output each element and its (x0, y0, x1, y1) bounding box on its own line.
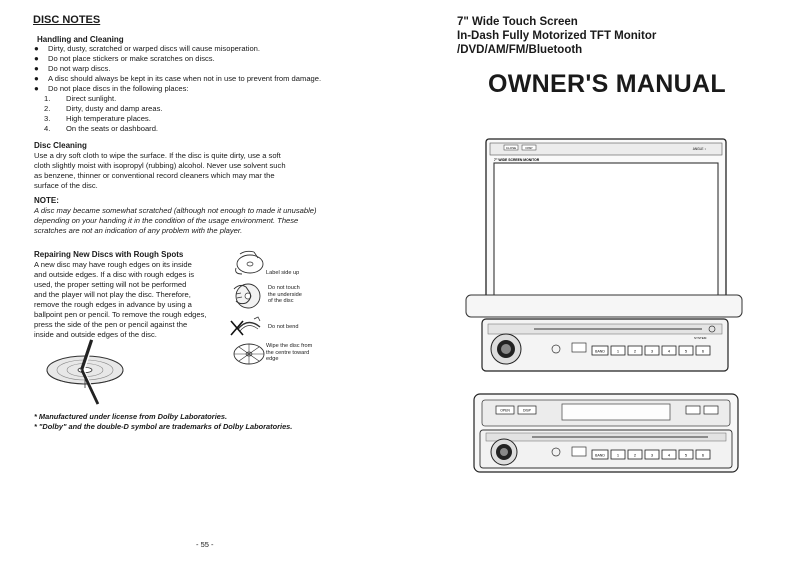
handling-heading: Handling and Cleaning (37, 35, 124, 44)
disc-pen-illustration (30, 338, 140, 408)
text-line: A new disc may have rough edges on its inside (34, 260, 192, 269)
svg-text:BAND: BAND (595, 349, 605, 354)
svg-text:5: 5 (684, 452, 688, 458)
wipe-text: Wipe the disc from the centre toward edge (266, 343, 313, 362)
device-closed-illustration (472, 392, 742, 476)
label-side-diagram (232, 250, 268, 276)
no-bend-text: Do not bend (268, 324, 299, 330)
angle-label: ANGLE ↕ (692, 147, 706, 151)
note-heading: NOTE: (34, 196, 59, 205)
text-line: as benzene, thinner or conventional record cleaners which may mar the (34, 171, 275, 180)
text-line: ballpoint pen or pencil. To remove the rough edges, (34, 310, 207, 319)
bottom-button-disp: DISP (523, 408, 531, 413)
list-item: 4. On the seats or dashboard. (44, 124, 159, 133)
heading-line: /DVD/AM/FM/Bluetooth (457, 44, 583, 56)
right-page (404, 0, 808, 564)
list-item: 3. High temperature places. (44, 114, 151, 123)
heading-line: 7" Wide Touch Screen (457, 16, 578, 28)
bullet-item: ● Do not place stickers or make scratches on discs. (34, 54, 379, 64)
label-side-text: Label side up (266, 270, 300, 276)
repair-section (34, 250, 207, 340)
bullet-item: ● Do not warp discs. (34, 64, 379, 74)
text-line: remove the rough edges in advance by using a (34, 300, 192, 309)
brand-strip: 7" WIDE SCREEN MONITOR (494, 158, 540, 162)
text-line: press the side of the pen or pencil against the (34, 320, 188, 329)
disc-cleaning-heading: Disc Cleaning (34, 141, 87, 150)
svg-text:1: 1 (616, 452, 620, 458)
svg-text:6: 6 (701, 452, 705, 458)
bottom-button-open: OPEN (500, 408, 510, 413)
footnote: * "Dolby" and the double-D symbol are trademarks of Dolby Laboratories. (34, 422, 293, 431)
no-touch-diagram (230, 281, 266, 311)
section-title: DISC NOTES (33, 14, 101, 26)
list-item: 1. Direct sunlight. (44, 94, 117, 103)
system-label: SYSTEM (694, 336, 707, 340)
svg-text:1: 1 (616, 348, 620, 354)
wipe-diagram (232, 341, 266, 367)
repair-heading: Repairing New Discs with Rough Spots (34, 250, 184, 259)
text-line: and the player will not play the disc. Therefore, (34, 290, 191, 299)
svg-text:3: 3 (650, 452, 654, 458)
svg-text:5: 5 (684, 348, 688, 354)
svg-text:4: 4 (667, 452, 671, 458)
svg-text:BAND: BAND (595, 453, 605, 458)
page-number: - 55 - (196, 540, 214, 549)
footnotes (34, 412, 292, 432)
places-list (44, 94, 163, 134)
top-button-close: CLOSE (505, 146, 517, 150)
device-extended-illustration (464, 135, 744, 375)
bullet-item: ● Dirty, dusty, scratched or warped discs will cause misoperation. (34, 44, 379, 54)
svg-text:4: 4 (667, 348, 671, 354)
disc-cleaning-section (34, 141, 286, 191)
text-line: Use a dry soft cloth to wipe the surface. If the disc is quite dirty, use a soft (34, 151, 281, 160)
svg-text:2: 2 (633, 348, 637, 354)
no-bend-diagram (228, 313, 268, 339)
text-line: surface of the disc. (34, 181, 98, 190)
text-line: depending on your handing it in the condition of the usage environment. These (34, 216, 299, 225)
text-line: inside and outside edges of the disc. (34, 330, 157, 339)
text-line: used, the proper setting will not be performed (34, 280, 187, 289)
heading-line: In-Dash Fully Motorized TFT Monitor (457, 30, 657, 42)
bullet-item: ● A disc should always be kept in its case when not in use to prevent from damage. (34, 74, 379, 84)
no-touch-text: Do not touch the underside of the disc (268, 285, 302, 304)
svg-text:2: 2 (633, 452, 637, 458)
handling-bullets (34, 44, 379, 94)
list-item: 2. Dirty, dusty and damp areas. (44, 104, 163, 113)
product-heading (457, 15, 656, 57)
text-line: and outside edges. If a disc with rough edges is (34, 270, 194, 279)
svg-text:3: 3 (650, 348, 654, 354)
footnote: * Manufactured under license from Dolby Laboratories. (34, 412, 228, 421)
bullet-item: ● Do not place discs in the following places: (34, 84, 379, 94)
text-line: scratches are not an indication of any problem with the player. (34, 226, 243, 235)
owners-manual-title: OWNER'S MANUAL (488, 70, 726, 98)
text-line: cloth slightly moist with isopropyl (rubbing) alcohol. Never use solvent such (34, 161, 286, 170)
text-line: A disc may became somewhat scratched (although not enough to made it unusable) (34, 206, 317, 215)
svg-text:6: 6 (701, 348, 705, 354)
top-button-disp: DISP (525, 146, 533, 150)
note-section (34, 196, 317, 236)
